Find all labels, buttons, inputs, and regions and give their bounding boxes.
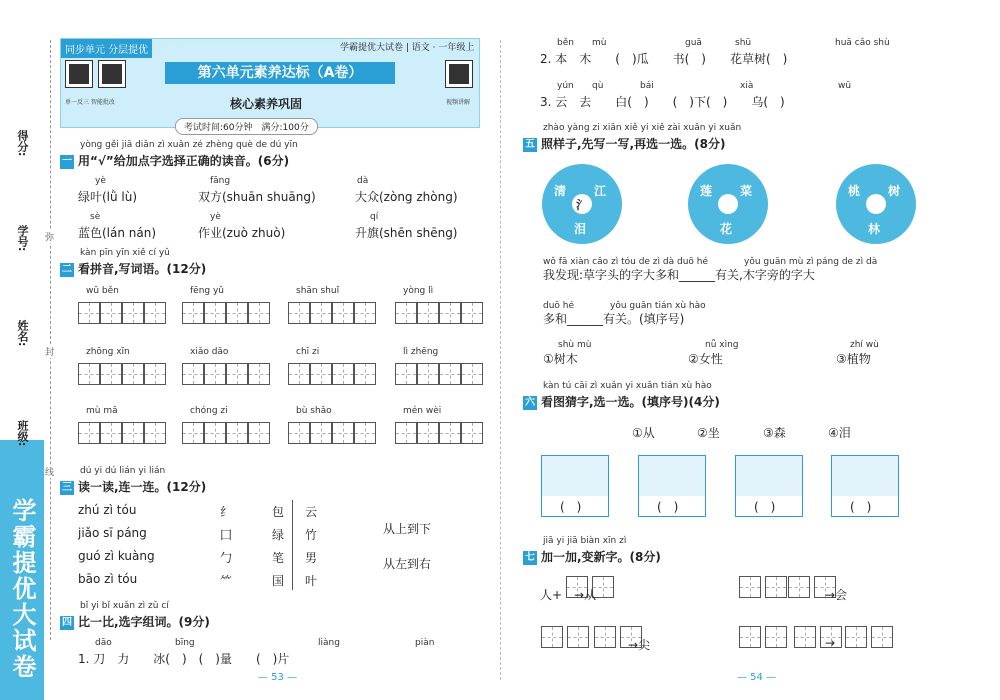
radical[interactable]: 纟: [220, 505, 233, 519]
page-divider: [500, 40, 501, 680]
word-pinyin: yòng lì: [403, 286, 434, 296]
two-people-icon: [639, 456, 705, 496]
structure-type[interactable]: 从左到右: [383, 557, 432, 571]
section-7-heading: [523, 548, 661, 565]
reading-option[interactable]: 大众(zòng zhòng): [355, 190, 458, 204]
writing-cell[interactable]: [439, 363, 461, 385]
reading-option[interactable]: 升旗(shēn shēng): [355, 226, 458, 240]
word-pinyin: xiǎo dāo: [190, 347, 229, 357]
sitting-person-icon: [832, 456, 898, 496]
add-equation[interactable]: →会: [825, 588, 848, 602]
section-number: 五: [525, 138, 535, 150]
writing-cell[interactable]: [288, 363, 310, 385]
word-pinyin: mén wèi: [403, 406, 442, 416]
writing-cell[interactable]: [354, 363, 376, 385]
writing-cell[interactable]: [78, 302, 100, 324]
section-2-heading: [60, 260, 206, 277]
item-pinyin: qí: [370, 212, 379, 222]
pie-char: 清: [554, 184, 567, 198]
writing-cell[interactable]: [310, 422, 332, 444]
writing-cell[interactable]: [226, 302, 248, 324]
pie-char: 林: [868, 222, 881, 236]
writing-cell[interactable]: [395, 302, 417, 324]
item-pinyin: qù: [592, 81, 604, 91]
writing-cell[interactable]: [354, 302, 376, 324]
page-number: — 54 —: [737, 672, 777, 683]
binding-line: [50, 40, 51, 640]
writing-cell[interactable]: [204, 302, 226, 324]
qr-caption: 视频讲解: [446, 99, 471, 106]
word-pinyin: chī zi: [296, 347, 320, 357]
radical[interactable]: 勹: [220, 551, 233, 565]
writing-cell[interactable]: [395, 363, 417, 385]
qr-caption: 单一反三 智能批改: [65, 99, 115, 106]
writing-cell[interactable]: [461, 302, 483, 324]
choice[interactable]: ④泪: [828, 426, 851, 440]
writing-cell[interactable]: [226, 363, 248, 385]
item-pinyin: guā: [685, 38, 702, 48]
writing-cell[interactable]: [78, 422, 100, 444]
item-pinyin: yún: [557, 81, 574, 91]
sync-tag: 同步单元 分层提优: [61, 39, 152, 58]
writing-cell[interactable]: [248, 422, 270, 444]
word-pinyin: wǔ běn: [86, 286, 119, 296]
pie-char: 树: [888, 184, 901, 198]
item-pinyin: wǒ fā xiàn cǎo zì tóu de zì dà duō hé yǒu guān mù zì páng de zì dà: [543, 257, 878, 267]
section-pinyin: kàn tú cāi zì xuǎn yi xuǎn tián xù hào: [543, 381, 712, 391]
discovery-sentence[interactable]: 我发现:草字头的字大多和______有关,木字旁的字大: [543, 268, 815, 282]
section-number: 三: [62, 481, 72, 493]
item-pinyin: yè: [210, 212, 221, 222]
writing-cell[interactable]: [541, 626, 563, 648]
writing-cell[interactable]: [871, 626, 893, 648]
item-pinyin: shū: [735, 38, 752, 48]
section-number: 一: [62, 155, 72, 167]
writing-cell[interactable]: [288, 302, 310, 324]
section-pinyin: dú yi dú lián yi lián: [80, 466, 166, 476]
writing-cell[interactable]: [310, 302, 332, 324]
writing-cell[interactable]: [122, 363, 144, 385]
writing-cell[interactable]: [332, 363, 354, 385]
writing-cell[interactable]: [417, 422, 439, 444]
writing-cell[interactable]: [100, 363, 122, 385]
writing-cell[interactable]: [182, 422, 204, 444]
choice[interactable]: ③森: [763, 426, 786, 440]
binding-char: 封: [45, 345, 54, 358]
character[interactable]: 绿: [272, 528, 285, 542]
writing-cell[interactable]: [100, 302, 122, 324]
spine-title: 学霸提优大试卷: [8, 498, 36, 680]
word-pinyin: fēng yǔ: [190, 286, 225, 296]
add-equation[interactable]: →尖: [628, 638, 651, 652]
writing-cell[interactable]: [594, 626, 616, 648]
answer-blank[interactable]: ( ): [754, 500, 776, 514]
answer-blank[interactable]: ( ): [657, 500, 679, 514]
pie-char: 花: [720, 222, 733, 236]
item-pinyin: wū: [838, 81, 852, 91]
character[interactable]: 笔: [272, 551, 285, 565]
compare-row[interactable]: 1. 刀 力 冰( ) ( )量 ( )片: [78, 652, 290, 666]
writing-cell[interactable]: [332, 422, 354, 444]
reading-option[interactable]: 双方(shuān shuāng): [198, 190, 316, 204]
word-pinyin: zhōng xīn: [86, 347, 130, 357]
section-title: 加一加,变新字。(8分): [541, 550, 661, 564]
writing-cell[interactable]: [122, 422, 144, 444]
writing-cell[interactable]: [567, 626, 589, 648]
subtitle: 核心素养巩固: [230, 97, 303, 111]
spine: [0, 0, 44, 700]
writing-cell[interactable]: [182, 302, 204, 324]
section-title: 读一读,连一连。(12分): [78, 480, 207, 494]
section-4-heading: [60, 613, 210, 630]
section-title: 看图猜字,选一选。(填序号)(4分): [541, 395, 720, 409]
section-1-heading: [60, 152, 289, 169]
writing-cell[interactable]: [439, 302, 461, 324]
character[interactable]: 男: [305, 551, 318, 565]
section-number: 七: [525, 551, 535, 563]
page-number: — 53 —: [258, 672, 298, 683]
exam-info: 考试时间:60分钟 满分:100分: [175, 118, 318, 135]
character[interactable]: 叶: [305, 574, 318, 588]
discovery-sentence[interactable]: 多和______有关。(填序号): [543, 312, 685, 326]
section-number: 六: [525, 396, 535, 408]
picture-card[interactable]: [541, 455, 609, 517]
writing-cell[interactable]: [144, 422, 166, 444]
section-6-heading: [523, 393, 720, 410]
section-3-heading: [60, 478, 206, 495]
divider: [292, 500, 293, 590]
binding-char: 弥: [45, 230, 54, 243]
qr-code-icon[interactable]: [66, 61, 92, 87]
option[interactable]: ③植物: [836, 352, 871, 366]
item-pinyin: yè: [95, 176, 106, 186]
writing-cell[interactable]: [739, 576, 761, 598]
writing-cell[interactable]: [122, 302, 144, 324]
item-pinyin: fāng: [210, 176, 231, 186]
compare-row[interactable]: 2. 本 木 ( )瓜 书( ) 花草树( ): [540, 52, 788, 66]
section-pinyin: yòng gěi jiā diǎn zì xuǎn zé zhèng què de dú yīn: [80, 140, 298, 150]
binding-char: 线: [45, 465, 54, 478]
writing-cell[interactable]: [794, 626, 816, 648]
writing-cell[interactable]: [78, 363, 100, 385]
radical[interactable]: ⺮: [220, 574, 233, 588]
character[interactable]: 竹: [305, 528, 318, 542]
item-pinyin: shù mù: [558, 340, 592, 350]
writing-cell[interactable]: [182, 363, 204, 385]
item-pinyin: liàng: [318, 638, 340, 648]
forest-icon: [542, 456, 608, 496]
qr-code-icon[interactable]: [446, 61, 472, 87]
writing-cell[interactable]: [461, 422, 483, 444]
item-pinyin: běn: [557, 38, 574, 48]
radical-name[interactable]: bāo zì tóu: [78, 572, 138, 586]
item-pinyin: duō hé yǒu guān tián xù hào: [543, 301, 706, 311]
section-title: 比一比,选字组词。(9分): [78, 615, 210, 629]
picture-card[interactable]: [638, 455, 706, 517]
radical-name[interactable]: zhú zì tóu: [78, 503, 137, 517]
score-label: 得分:: [16, 130, 29, 157]
writing-cell[interactable]: [788, 576, 810, 598]
section-title: 看拼音,写词语。(12分): [78, 262, 207, 276]
writing-cell[interactable]: [226, 422, 248, 444]
writing-cell[interactable]: [100, 422, 122, 444]
item-pinyin: nǚ xìng: [705, 340, 739, 350]
word-pinyin: bù shǎo: [296, 406, 332, 416]
section-5-heading: [523, 135, 725, 152]
choice[interactable]: ①从: [632, 426, 655, 440]
writing-cell[interactable]: [417, 302, 439, 324]
item-pinyin: zhí wù: [850, 340, 879, 350]
item-pinyin: dà: [357, 176, 369, 186]
word-pinyin: chóng zi: [190, 406, 228, 416]
writing-cell[interactable]: [765, 576, 787, 598]
structure-type[interactable]: 从上到下: [383, 522, 432, 536]
reading-option[interactable]: 蓝色(lán nán): [78, 226, 157, 240]
radical[interactable]: 囗: [220, 528, 233, 542]
character[interactable]: 云: [305, 505, 318, 519]
compare-row[interactable]: 3. 云 去 白( ) ( )下( ) 乌( ): [540, 95, 785, 109]
writing-cell[interactable]: [288, 422, 310, 444]
writing-cell[interactable]: [395, 422, 417, 444]
pie-diagram: [688, 164, 768, 244]
student-number-label: 学号:: [16, 225, 29, 252]
writing-cell[interactable]: [845, 626, 867, 648]
section-title: 用“√”给加点字选择正确的读音。(6分): [78, 154, 290, 168]
answer-blank[interactable]: ( ): [560, 500, 582, 514]
section-pinyin: kàn pīn yīn xiě cí yǔ: [80, 248, 170, 258]
word-pinyin: lì zhēng: [403, 347, 439, 357]
word-pinyin: shān shuǐ: [296, 286, 340, 296]
pie-center: [866, 194, 886, 214]
unit-title: 第六单元素养达标（A卷）: [165, 62, 395, 84]
writing-cell[interactable]: [461, 363, 483, 385]
name-label: 姓名:: [16, 320, 29, 347]
section-title: 照样子,先写一写,再选一选。(8分): [541, 137, 726, 151]
item-pinyin: piàn: [415, 638, 435, 648]
add-equation[interactable]: 人+ →从: [540, 588, 597, 602]
writing-cell[interactable]: [248, 302, 270, 324]
item-pinyin: mù: [592, 38, 607, 48]
pie-char: 菜: [740, 184, 753, 198]
qr-code-icon[interactable]: [99, 61, 125, 87]
writing-cell[interactable]: [439, 422, 461, 444]
writing-cell[interactable]: [204, 363, 226, 385]
pie-char: 莲: [700, 184, 713, 198]
pie-diagram: [836, 164, 916, 244]
word-pinyin: mù mǎ: [86, 406, 118, 416]
writing-cell[interactable]: [739, 626, 761, 648]
pie-char: 氵: [576, 198, 589, 212]
writing-cell[interactable]: [332, 302, 354, 324]
picture-card[interactable]: [831, 455, 899, 517]
spine-band: [0, 440, 44, 700]
add-equation[interactable]: →: [825, 636, 836, 650]
radical-name[interactable]: guó zì kuàng: [78, 549, 155, 563]
item-pinyin: bīng: [175, 638, 195, 648]
answer-blank[interactable]: ( ): [850, 500, 872, 514]
writing-cell[interactable]: [248, 363, 270, 385]
writing-cell[interactable]: [765, 626, 787, 648]
item-pinyin: huā cǎo shù: [835, 38, 890, 48]
option[interactable]: ②女性: [688, 352, 723, 366]
class-label: 班级:: [16, 420, 29, 447]
radical-name[interactable]: jiǎo sī páng: [78, 526, 147, 540]
character[interactable]: 包: [272, 505, 285, 519]
pie-char: 桃: [848, 184, 861, 198]
item-pinyin: sè: [90, 212, 101, 222]
book-title: 学霸提优大试卷 | 语文 · 一年级上: [340, 43, 475, 53]
section-pinyin: jiā yi jiā biàn xīn zì: [543, 536, 627, 546]
writing-cell[interactable]: [204, 422, 226, 444]
item-pinyin: dāo: [95, 638, 112, 648]
item-pinyin: xià: [740, 81, 754, 91]
pie-char: 江: [594, 184, 607, 198]
writing-cell[interactable]: [144, 363, 166, 385]
pie-char: 泪: [574, 222, 587, 236]
character[interactable]: 国: [272, 574, 285, 588]
pie-diagram: [542, 164, 622, 244]
picture-card[interactable]: [735, 455, 803, 517]
section-number: 二: [62, 263, 72, 275]
writing-cell[interactable]: [144, 302, 166, 324]
option[interactable]: ①树木: [543, 352, 578, 366]
section-pinyin: zhào yàng zi xiān xiě yi xiě zài xuǎn yi xuǎn: [543, 123, 742, 133]
writing-cell[interactable]: [310, 363, 332, 385]
reading-option[interactable]: 绿叶(lǜ lù): [78, 190, 138, 204]
pie-center: [718, 194, 738, 214]
eye-tear-icon: [736, 456, 802, 496]
item-pinyin: bái: [640, 81, 654, 91]
writing-cell[interactable]: [354, 422, 376, 444]
choice[interactable]: ②坐: [697, 426, 720, 440]
reading-option[interactable]: 作业(zuò zhuò): [198, 226, 286, 240]
section-pinyin: bǐ yi bǐ xuǎn zì zǔ cí: [80, 601, 169, 611]
writing-cell[interactable]: [417, 363, 439, 385]
section-number: 四: [62, 616, 72, 628]
